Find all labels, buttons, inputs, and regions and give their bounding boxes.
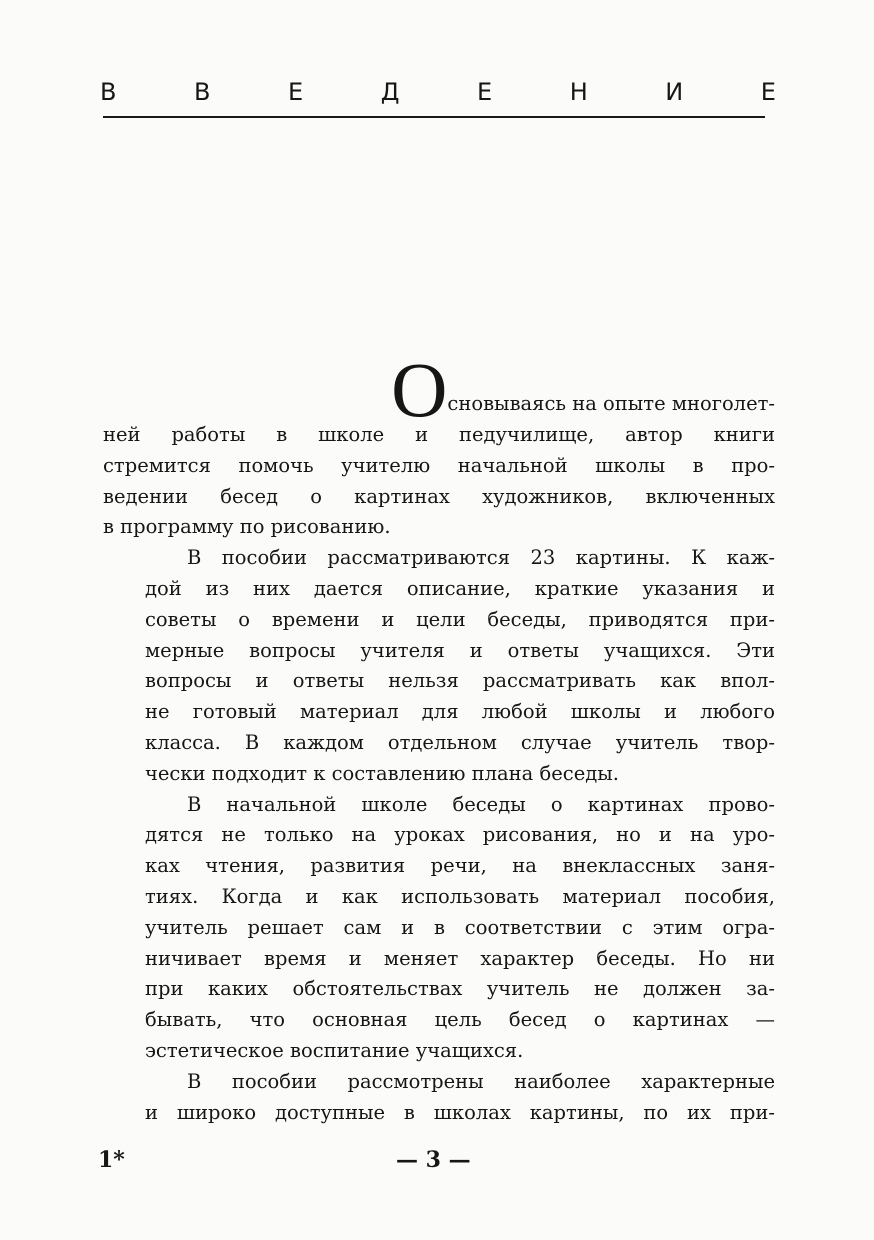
text-line: ничивает время и меняет характер беседы. Но ни bbox=[145, 946, 775, 970]
paragraph bbox=[103, 790, 775, 1067]
text-line: дой из них дается описание, краткие указания и bbox=[145, 576, 775, 600]
text-line: вопросы и ответы нельзя рассматривать как впол- bbox=[145, 669, 775, 693]
text-line: бывать, что основная цель бесед о картинах — bbox=[145, 1008, 775, 1032]
text-line: и широко доступные в школах картины, по их при- bbox=[145, 1100, 775, 1124]
text-line: В пособии рассмотрены наиболее характерные bbox=[187, 1069, 775, 1093]
heading-rule bbox=[103, 116, 765, 118]
text-line: мерные вопросы учителя и ответы учащихся. Эти bbox=[145, 638, 775, 662]
text-line: стремится помочь учителю начальной школы в про- bbox=[103, 453, 775, 477]
drop-cap: О bbox=[391, 346, 448, 433]
text-line: в программу по рисованию. bbox=[103, 515, 391, 539]
chapter-heading bbox=[100, 78, 776, 106]
text-line: ней работы в школе и педучилище, автор книги bbox=[103, 423, 775, 446]
heading-letter: В bbox=[194, 78, 211, 106]
text-line: класса. В каждом отдельном случае учитель твор- bbox=[145, 730, 775, 754]
text-line: при каких обстоятельствах учитель не должен за- bbox=[145, 977, 775, 1001]
paragraph bbox=[103, 543, 775, 789]
first-line bbox=[103, 346, 775, 433]
text-line: учитель решает сам и в соответствии с этим огра- bbox=[145, 915, 775, 939]
signature-mark: 1* bbox=[98, 1147, 125, 1173]
text-line: эстетическое воспитание учащихся. bbox=[145, 1038, 524, 1062]
text-line: дятся не только на уроках рисования, но и на уро- bbox=[145, 823, 775, 847]
first-line-text: сновываясь на опыте многолет- bbox=[447, 392, 775, 415]
text-line: советы о времени и цели беседы, приводятся при- bbox=[145, 607, 775, 631]
heading-letter: Д bbox=[380, 78, 400, 106]
paragraph bbox=[103, 1067, 775, 1129]
intro-paragraph bbox=[103, 346, 775, 543]
text-line: не готовый материал для любой школы и любого bbox=[145, 700, 775, 724]
heading-letter: И bbox=[665, 78, 684, 106]
text-line: ведении бесед о картинах художников, включенных bbox=[103, 484, 775, 508]
body-text bbox=[103, 346, 775, 1128]
text-line: В пособии рассматриваются 23 картины. К каж- bbox=[187, 546, 775, 570]
text-line: В начальной школе беседы о картинах прово- bbox=[187, 792, 775, 816]
heading-letter: Е bbox=[288, 78, 304, 106]
page-number: — 3 — bbox=[396, 1147, 471, 1173]
text-line: чески подходит к составлению плана беседы. bbox=[145, 761, 619, 785]
heading-letter: Е bbox=[476, 78, 493, 106]
heading-letter: Е bbox=[760, 78, 776, 106]
heading-letter: В bbox=[100, 78, 117, 106]
heading-letter: Н bbox=[569, 78, 588, 106]
text-line: тиях. Когда и как использовать материал пособия, bbox=[145, 884, 775, 908]
text-line: ках чтения, развития речи, на внеклассных заня- bbox=[145, 854, 775, 878]
